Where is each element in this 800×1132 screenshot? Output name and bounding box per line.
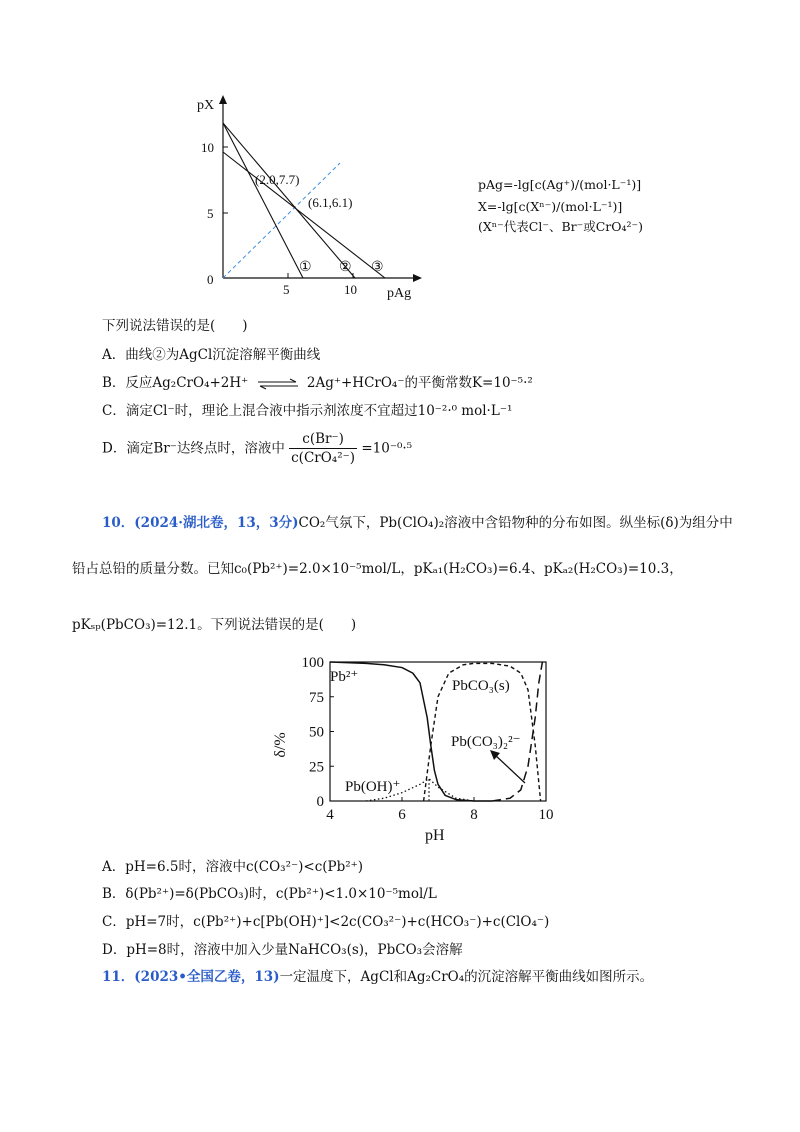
q11-line: 11．(2023•全国乙卷，13)一定温度下，AgCl和Ag₂CrO₄的沉淀溶解平衡曲线如图所示。	[102, 969, 654, 985]
x-tick: 5	[283, 282, 290, 297]
q10-option-a: A．pH=6.5时，溶液中c(CO₃²⁻)<c(Pb²⁺)	[102, 859, 364, 875]
q10-line-2: 铅占总铅的质量分数。已知c₀(Pb²⁺)=2.0×10⁻⁵mol/L，pKₐ₁(H₂CO₃)=6.4、pKₐ₂(H₂CO₃)=10.3，	[72, 561, 683, 577]
q9-stem: 下列说法错误的是( )	[102, 318, 248, 334]
curve-label-1: ①	[299, 260, 312, 275]
q10-option-c: C．pH=7时，c(Pb²⁺)+c[Pb(OH)⁺]<2c(CO₃²⁻)+c(HCO₃⁻)+c(ClO₄⁻)	[102, 914, 550, 930]
point-label: (2.0,7.7)	[255, 172, 300, 187]
q9-option-b: B．反应Ag₂CrO₄+2H⁺ 2Ag⁺+HCrO₄⁻的平衡常数K=10⁻⁵·²	[102, 375, 533, 391]
q10-line-1: 10．(2024·湖北卷，13，3分)CO₂气氛下，Pb(ClO₄)₂溶液中含铅物种的分布如图。纵坐标(δ)为组分中	[102, 515, 733, 531]
legend-line-3: (Xⁿ⁻代表Cl⁻、Br⁻或CrO₄²⁻)	[478, 219, 643, 234]
x-tick-label: 6	[398, 807, 406, 823]
y-tick-label: 25	[309, 759, 324, 776]
annotation-pbco3: PbCO₃(s)	[452, 678, 510, 694]
x-tick-label: 8	[470, 807, 478, 823]
q10-line-3: pKₛₚ(PbCO₃)=12.1。下列说法错误的是( )	[72, 617, 357, 633]
y-tick-label: 100	[301, 655, 324, 671]
y-tick: 5	[207, 206, 214, 221]
y-tick-label: 0	[316, 794, 324, 810]
x-tick: 10	[344, 282, 357, 297]
x-tick-label: 4	[326, 807, 334, 823]
y-tick: 10	[201, 140, 214, 155]
y-axis-arrow	[219, 95, 227, 104]
y-tick-label: 50	[309, 724, 324, 741]
q9-option-c: C．滴定Cl⁻时，理论上混合液中指示剂浓度不宜超过10⁻²·⁰ mol·L⁻¹	[102, 403, 513, 419]
q10-option-d: D．pH=8时，溶液中加入少量NaHCO₃(s)，PbCO₃会溶解	[102, 942, 463, 958]
point-label: (6.1,6.1)	[308, 195, 353, 210]
x-axis-arrow	[413, 274, 422, 282]
x-tick-label: 10	[538, 807, 554, 823]
x-axis-label: pAg	[387, 286, 412, 301]
x-axis-label: pH	[425, 827, 445, 844]
y-axis-label: δ/%	[272, 732, 289, 758]
annotation-pboh: Pb(OH)⁺	[345, 779, 401, 795]
curve-label-3: ③	[371, 260, 384, 275]
annotation-arrow	[494, 754, 525, 783]
q10-option-b: B．δ(Pb²⁺)=δ(PbCO₃)时，c(Pb²⁺)<1.0×10⁻⁵mol/L	[102, 886, 437, 902]
q9-option-a: A．曲线②为AgCl沉淀溶解平衡曲线	[102, 347, 321, 363]
fraction: $\frac{c(Br^-)}{\text{c(CrO₄²⁻)}}$	[291, 431, 356, 466]
y-axis-label: pX	[197, 98, 215, 113]
annotation-pbco3-2: Pb(CO₃)₂²⁻	[451, 734, 521, 750]
figure-pX-pAg	[195, 95, 435, 305]
annotation-pb2: Pb²⁺	[330, 669, 359, 685]
y-tick: 0	[207, 272, 214, 287]
y-tick-label: 75	[309, 689, 324, 706]
curve-1	[223, 123, 303, 278]
legend-line-1: pAg=-lg[c(Ag⁺)/(mol·L⁻¹)]	[478, 177, 642, 192]
q9-option-d: D．滴定Br⁻达终点时，溶液中 $\frac{c(Br^-)}{\text{c(CrO₄²⁻)}}$ =10⁻⁰·⁵	[102, 431, 413, 466]
curve-label-2: ②	[339, 260, 352, 275]
legend-line-2: X=-lg[c(Xⁿ⁻)/(mol·L⁻¹)]	[478, 199, 623, 214]
equilibrium-arrow-icon	[256, 378, 300, 390]
distribution-chart	[272, 650, 570, 845]
